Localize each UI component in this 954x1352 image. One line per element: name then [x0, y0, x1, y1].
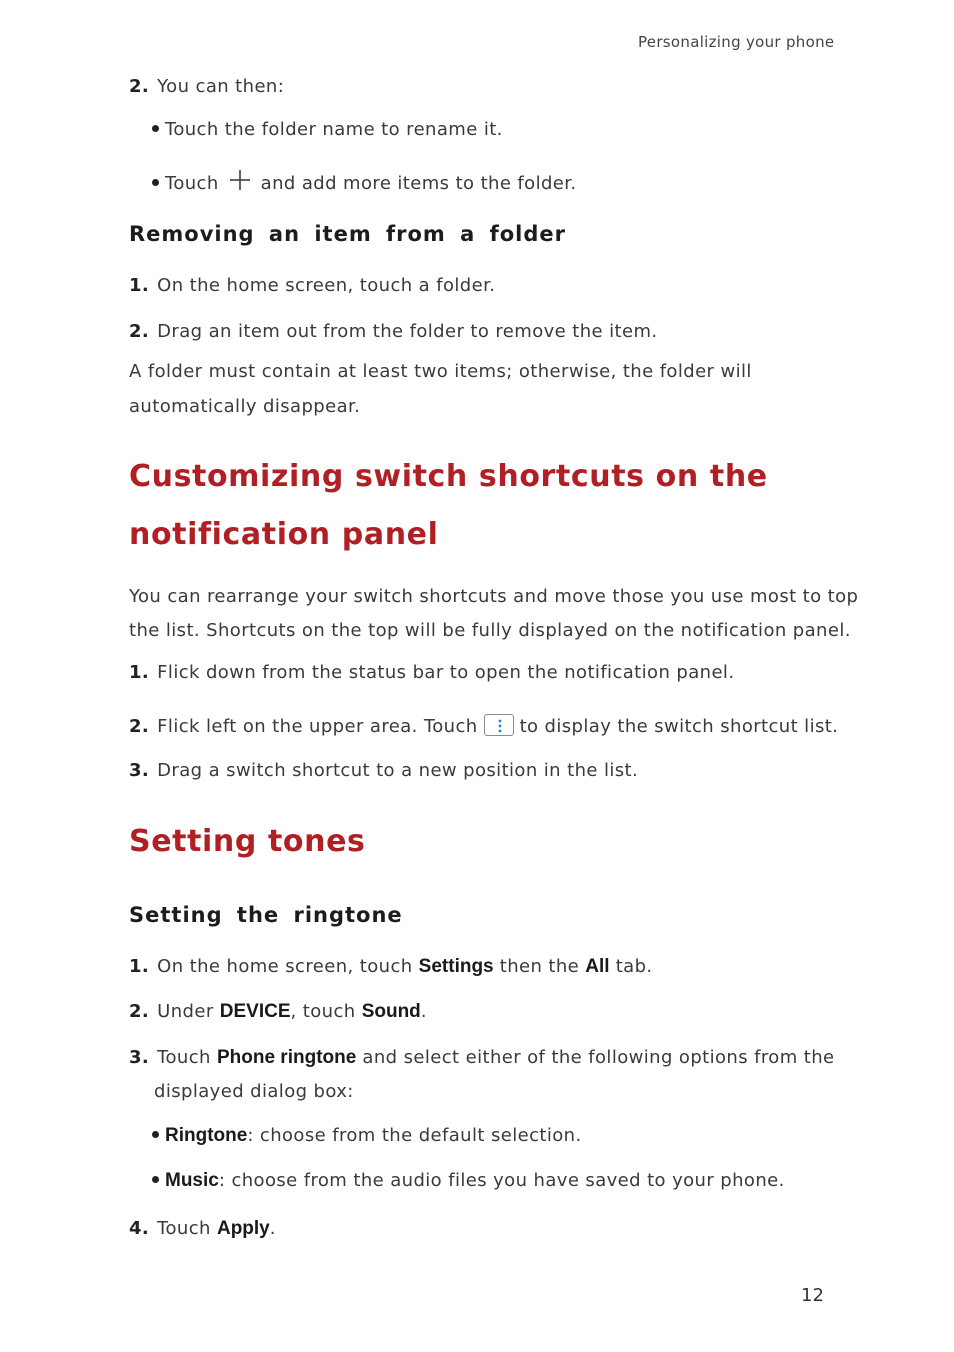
page-number: 12 — [801, 1285, 824, 1306]
step-number: 2. — [129, 321, 150, 342]
list-item — [129, 714, 838, 737]
bullet-icon — [152, 125, 159, 132]
list-item — [129, 321, 658, 342]
step-text: , touch — [290, 1001, 356, 1022]
step-number: 3. — [129, 760, 150, 781]
bullet-item — [152, 1125, 582, 1147]
paragraph-line: the list. Shortcuts on the top will be fully displayed on the notification panel. — [129, 620, 851, 641]
bullet-item — [152, 169, 577, 194]
bullet-item — [152, 119, 503, 140]
step-number: 2. — [129, 76, 150, 97]
bullet-text: Touch — [165, 173, 219, 194]
list-item — [129, 1047, 835, 1069]
bullet-text: : choose from the audio files you have saved to your phone. — [218, 1170, 785, 1191]
ui-term: Sound — [361, 1001, 421, 1022]
step-text: On the home screen, touch — [157, 956, 413, 977]
step-text: You can then: — [157, 76, 285, 97]
step-number: 2. — [129, 716, 150, 737]
step-number: 1. — [129, 275, 150, 296]
ui-term: Settings — [418, 956, 494, 977]
bullet-text: Touch the folder name to rename it. — [165, 119, 503, 140]
ui-term: All — [585, 956, 610, 977]
step-text: On the home screen, touch a folder. — [157, 275, 496, 296]
list-item — [129, 662, 734, 683]
step-text: to display the switch shortcut list. — [519, 716, 839, 737]
step-number: 1. — [129, 956, 150, 977]
bullet-icon — [152, 1131, 159, 1138]
ui-term: Ringtone — [165, 1125, 248, 1146]
bullet-text: and add more items to the folder. — [260, 173, 577, 194]
step-text: . — [420, 1001, 427, 1022]
list-item — [129, 760, 638, 781]
paragraph-line: A folder must contain at least two items; otherwise, the folder will — [129, 361, 752, 382]
section-heading: Removing an item from a folder — [129, 222, 566, 246]
running-header: Personalizing your phone — [638, 33, 835, 51]
step-text: Touch — [157, 1047, 211, 1068]
step-text: Drag a switch shortcut to a new position in the list. — [157, 760, 639, 781]
ui-term: DEVICE — [219, 1001, 291, 1022]
list-item — [129, 1218, 276, 1240]
step-number: 1. — [129, 662, 150, 683]
step-number: 4. — [129, 1218, 150, 1239]
chapter-heading: Customizing switch shortcuts on the — [129, 459, 768, 494]
step-text: Under — [157, 1001, 214, 1022]
step-text: Touch — [157, 1218, 211, 1239]
step-number: 2. — [129, 1001, 150, 1022]
step-text: then the — [499, 956, 580, 977]
step-text-continued: displayed dialog box: — [154, 1081, 354, 1102]
list-item — [129, 1001, 427, 1023]
list-item — [129, 956, 653, 978]
list-item — [129, 76, 284, 97]
paragraph-line: automatically disappear. — [129, 396, 361, 417]
bullet-text: : choose from the default selection. — [247, 1125, 582, 1146]
bullet-icon — [152, 179, 159, 186]
ui-term: Music — [165, 1170, 219, 1191]
step-text: tab. — [615, 956, 653, 977]
step-text: and select either of the following options from the — [362, 1047, 835, 1068]
ui-term: Phone ringtone — [216, 1047, 357, 1068]
step-text: Drag an item out from the folder to remove the item. — [157, 321, 658, 342]
menu-icon — [484, 714, 514, 736]
paragraph-line: You can rearrange your switch shortcuts and move those you use most to top — [129, 586, 859, 607]
step-text: Flick down from the status bar to open the notification panel. — [157, 662, 735, 683]
bullet-item — [152, 1170, 785, 1192]
step-text: . — [269, 1218, 276, 1239]
bullet-icon — [152, 1176, 159, 1183]
step-number: 3. — [129, 1047, 150, 1068]
list-item — [129, 275, 495, 296]
chapter-heading: Setting tones — [129, 824, 366, 859]
ui-term: Apply — [216, 1218, 270, 1239]
chapter-heading: notification panel — [129, 517, 439, 552]
step-text: Flick left on the upper area. Touch — [157, 716, 478, 737]
plus-icon — [229, 169, 251, 191]
section-heading: Setting the ringtone — [129, 903, 403, 927]
